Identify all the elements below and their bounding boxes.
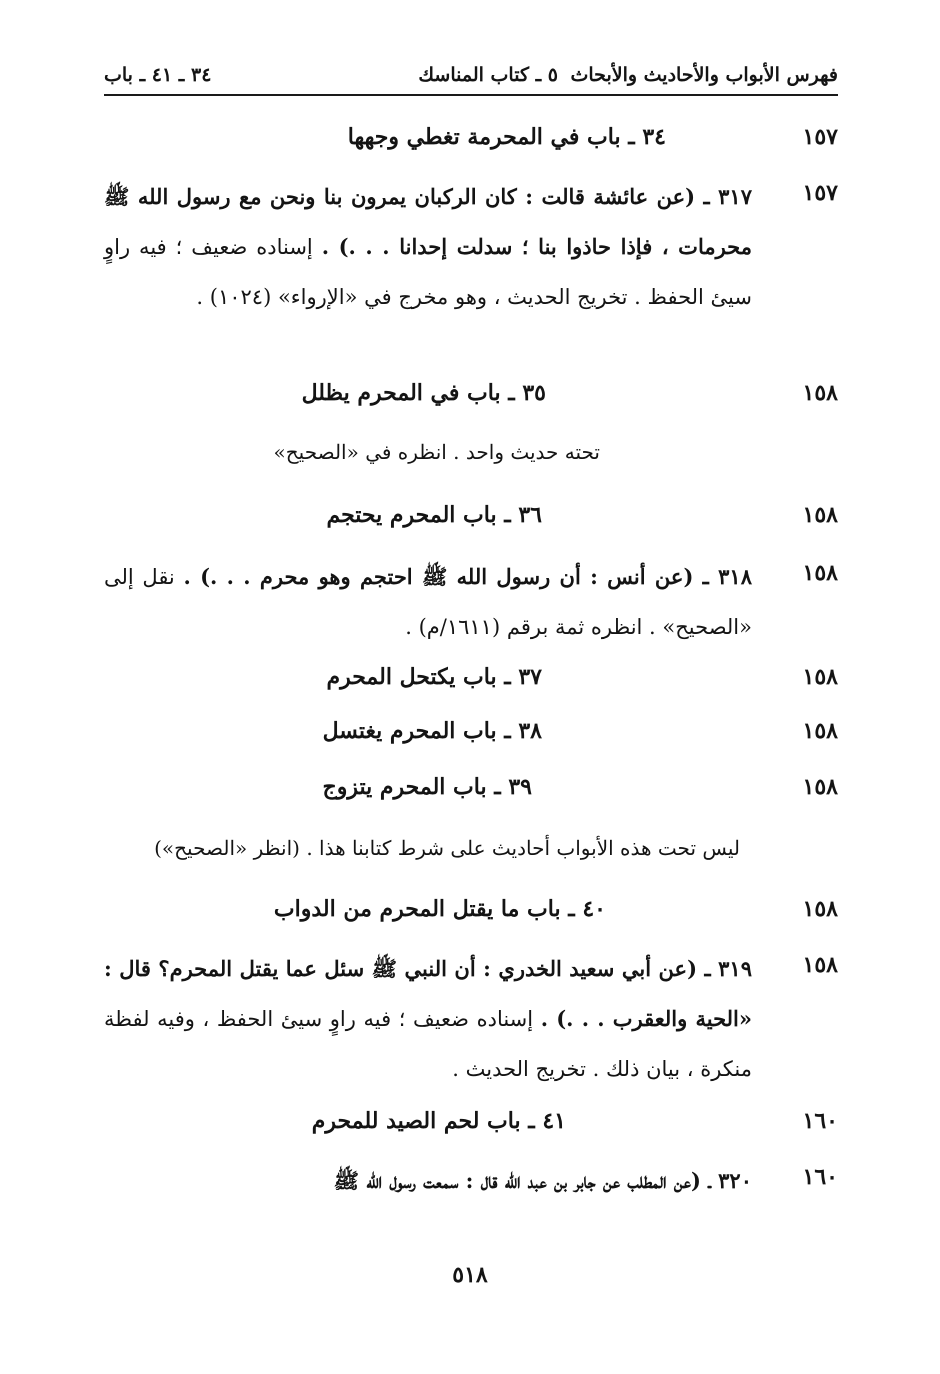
hadith-text [104, 944, 752, 1094]
page-reference: ١٥٧ [802, 180, 838, 206]
page-reference: ١٥٨ [802, 664, 838, 690]
hadith-entry [104, 944, 838, 1094]
page-reference: ١٦٠ [802, 1108, 838, 1134]
hadith-entry [104, 552, 838, 652]
header-book-title: ٥ ـ كتاب المناسك [418, 64, 558, 86]
hadith-commentary: إسناده ضعيف ؛ فيه راوٍ سيئ الحفظ . تخريج الحديث ، وهو مخرج في «الإرواء» (١٠٢٤) . [104, 235, 752, 309]
page-reference: ١٦٠ [802, 1164, 838, 1190]
chapter-title: ٣٩ ـ باب المحرم يتزوج [322, 774, 532, 800]
chapter-row [104, 1108, 838, 1148]
page-reference: ١٥٨ [802, 774, 838, 800]
chapter-title: ٣٤ ـ باب في المحرمة تغطي وجهها [347, 124, 666, 150]
chapter-row [104, 718, 838, 758]
chapter-row [104, 502, 838, 542]
running-header [104, 58, 838, 96]
chapter-note: تحته حديث واحد . انظره في «الصحيح» [273, 440, 600, 464]
hadith-quote: ٣١٧ ـ (عن عائشة قالت : كان الركبان يمرون بنا ونحن مع رسول الله ﷺ محرمات ، فإذا حاذوا بنا ؛ سدلت إحدانا . . .) . [104, 184, 752, 259]
chapter-note: ليس تحت هذه الأبواب أحاديث على شرط كتابنا هذا . (انظر «الصحيح») [154, 836, 740, 860]
header-index-title: فهرس الأبواب والأحاديث والأبحاث [570, 64, 838, 86]
chapter-title: ٣٧ ـ باب يكتحل المحرم [326, 664, 542, 690]
page-reference: ١٥٨ [802, 952, 838, 978]
chapter-title: ٣٨ ـ باب المحرم يغتسل [322, 718, 542, 744]
page-reference: ١٥٨ [802, 502, 838, 528]
chapter-row [104, 896, 838, 936]
hadith-commentary: إسناده ضعيف ؛ فيه راوٍ سيئ الحفظ ، وفيه لفظة منكرة ، بيان ذلك . تخريج الحديث . [104, 1007, 752, 1081]
hadith-commentary: نقل إلى «الصحيح» . انظره ثمة برقم (١٦١١/م) . [104, 565, 752, 639]
chapter-title: ٤٠ ـ باب ما يقتل المحرم من الدواب [273, 896, 606, 922]
chapter-title: ٤١ ـ باب لحم الصيد للمحرم [311, 1108, 566, 1134]
hadith-text [104, 172, 752, 322]
chapter-row [104, 380, 838, 420]
chapter-row [104, 774, 838, 814]
hadith-quote: ٣١٨ ـ (عن أنس : أن رسول الله ﷺ احتجم وهو محرم . . .) . [183, 564, 752, 589]
chapter-row [104, 124, 838, 164]
chapter-title: ٣٦ ـ باب المحرم يحتجم [326, 502, 542, 528]
hadith-entry [104, 1156, 838, 1206]
page-reference: ١٥٨ [802, 560, 838, 586]
hadith-quote: ٣١٩ ـ (عن أبي سعيد الخدري : أن النبي ﷺ سئل عما يقتل المحرم؟ قال : «الحية والعقرب . . .) . [104, 956, 752, 1031]
hadith-quote: ٣٢٠ ـ (عن المطلب عن جابر بن عبد الله قال : سمعت رسول الله ﷺ [333, 1168, 752, 1193]
page-reference: ١٥٨ [802, 380, 838, 406]
header-chapter-range: ٣٤ ـ ٤١ ـ باب [104, 64, 212, 86]
page-reference: ١٥٨ [802, 718, 838, 744]
chapter-title: ٣٥ ـ باب في المحرم يظلل [301, 380, 546, 406]
chapter-row [104, 664, 838, 704]
hadith-text [104, 1156, 752, 1206]
page-reference: ١٥٧ [802, 124, 838, 150]
page-reference: ١٥٨ [802, 896, 838, 922]
page-number: ٥١٨ [452, 1262, 488, 1288]
hadith-text [104, 552, 752, 652]
hadith-entry [104, 172, 838, 372]
